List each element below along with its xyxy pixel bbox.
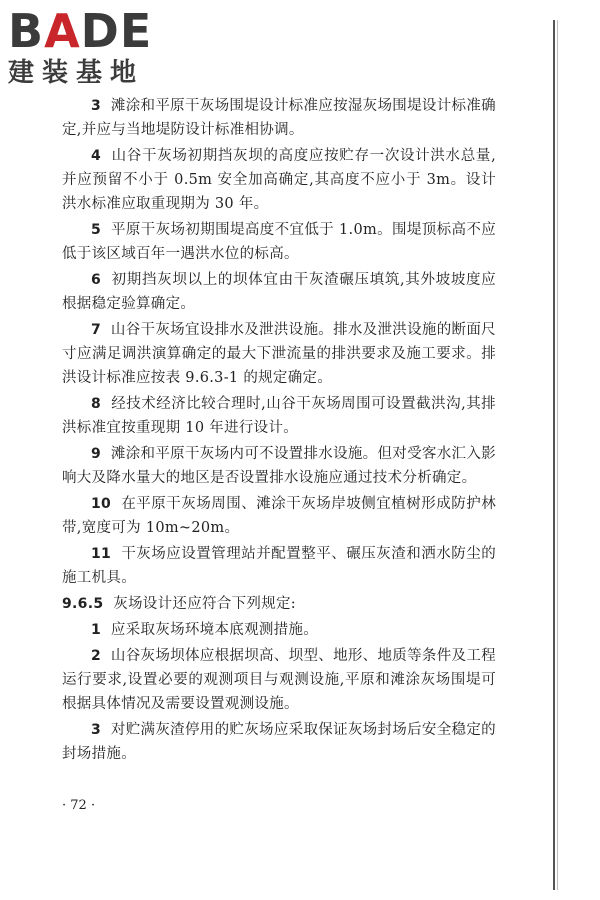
item-3 [62, 718, 496, 766]
clause-number: 8 [91, 396, 102, 412]
page-edge-line-light [557, 20, 558, 890]
clause-number: 4 [91, 148, 102, 164]
clause-6 [62, 268, 496, 316]
item-2 [62, 644, 496, 716]
clause-3 [62, 94, 496, 142]
section-number: 9.6.5 [62, 596, 104, 612]
clause-7 [62, 318, 496, 390]
clause-number: 9 [91, 446, 102, 462]
item-number: 2 [91, 648, 102, 664]
item-1 [62, 618, 496, 642]
item-number: 1 [91, 622, 102, 638]
section-text: 灰场设计还应符合下列规定: [113, 596, 296, 612]
clause-10 [62, 492, 496, 540]
clause-number: 7 [91, 322, 102, 338]
clause-text: 山谷干灰场初期挡灰坝的高度应按贮存一次设计洪水总量,并应预留不小于 0.5m 安全加高确定,其高度不应小于 3m。设计洪水标准应取重现期为 30 年。 [62, 148, 496, 212]
brand-logo [8, 6, 178, 88]
logo-letters-de: DE [80, 4, 153, 58]
clause-11 [62, 542, 496, 590]
clause-text: 滩涂和平原干灰场内可不设置排水设施。但对受客水汇入影响大及降水量大的地区是否设置排水设施应通过技术分析确定。 [62, 446, 496, 486]
item-text: 应采取灰场环境本底观测措施。 [110, 622, 319, 638]
clause-text: 初期挡灰坝以上的坝体宜由干灰渣碾压填筑,其外坡坡度应根据稳定验算确定。 [62, 272, 496, 312]
logo-subtitle: 建装基地 [8, 58, 145, 88]
clause-5 [62, 218, 496, 266]
item-text: 山谷灰场坝体应根据坝高、坝型、地形、地质等条件及工程运行要求,设置必要的观测项目与观测设施,平原和滩涂灰场围堤可根据具体情况及需要设置观测设施。 [62, 648, 496, 712]
clause-number: 3 [91, 98, 102, 114]
logo-wordmark [8, 6, 178, 56]
clause-number: 11 [91, 546, 112, 562]
clause-4 [62, 144, 496, 216]
section-heading [62, 592, 496, 616]
item-number: 3 [91, 722, 102, 738]
clause-number: 6 [91, 272, 102, 288]
item-text: 对贮满灰渣停用的贮灰场应采取保证灰场封场后安全稳定的封场措施。 [62, 722, 496, 762]
clause-text: 经技术经济比较合理时,山谷干灰场周围可设置截洪沟,其排洪标准宜按重现期 10 年进行设计。 [62, 396, 496, 436]
page-number: · 72 · [62, 798, 96, 813]
clause-9 [62, 442, 496, 490]
logo-letter-a: A [44, 4, 81, 58]
logo-letters-b: B [8, 4, 45, 58]
clause-text: 干灰场应设置管理站并配置整平、碾压灰渣和洒水防尘的施工机具。 [62, 546, 496, 586]
clause-number: 10 [91, 496, 112, 512]
clause-number: 5 [91, 222, 102, 238]
document-body [62, 94, 496, 768]
page-edge-line [553, 20, 555, 890]
clause-text: 山谷干灰场宜设排水及泄洪设施。排水及泄洪设施的断面尺寸应满足调洪演算确定的最大下泄流量的排洪要求及施工要求。排洪设计标准应按表 9.6.3-1 的规定确定。 [62, 322, 496, 386]
clause-text: 平原干灰场初期围堤高度不宜低于 1.0m。围堤顶标高不应低于该区域百年一遇洪水位的标高。 [62, 222, 496, 262]
clause-8 [62, 392, 496, 440]
clause-text: 滩涂和平原干灰场围堤设计标准应按湿灰场围堤设计标准确定,并应与当地堤防设计标准相协调。 [62, 98, 496, 138]
clause-text: 在平原干灰场周围、滩涂干灰场岸坡侧宜植树形成防护林带,宽度可为 10m~20m。 [62, 496, 496, 536]
